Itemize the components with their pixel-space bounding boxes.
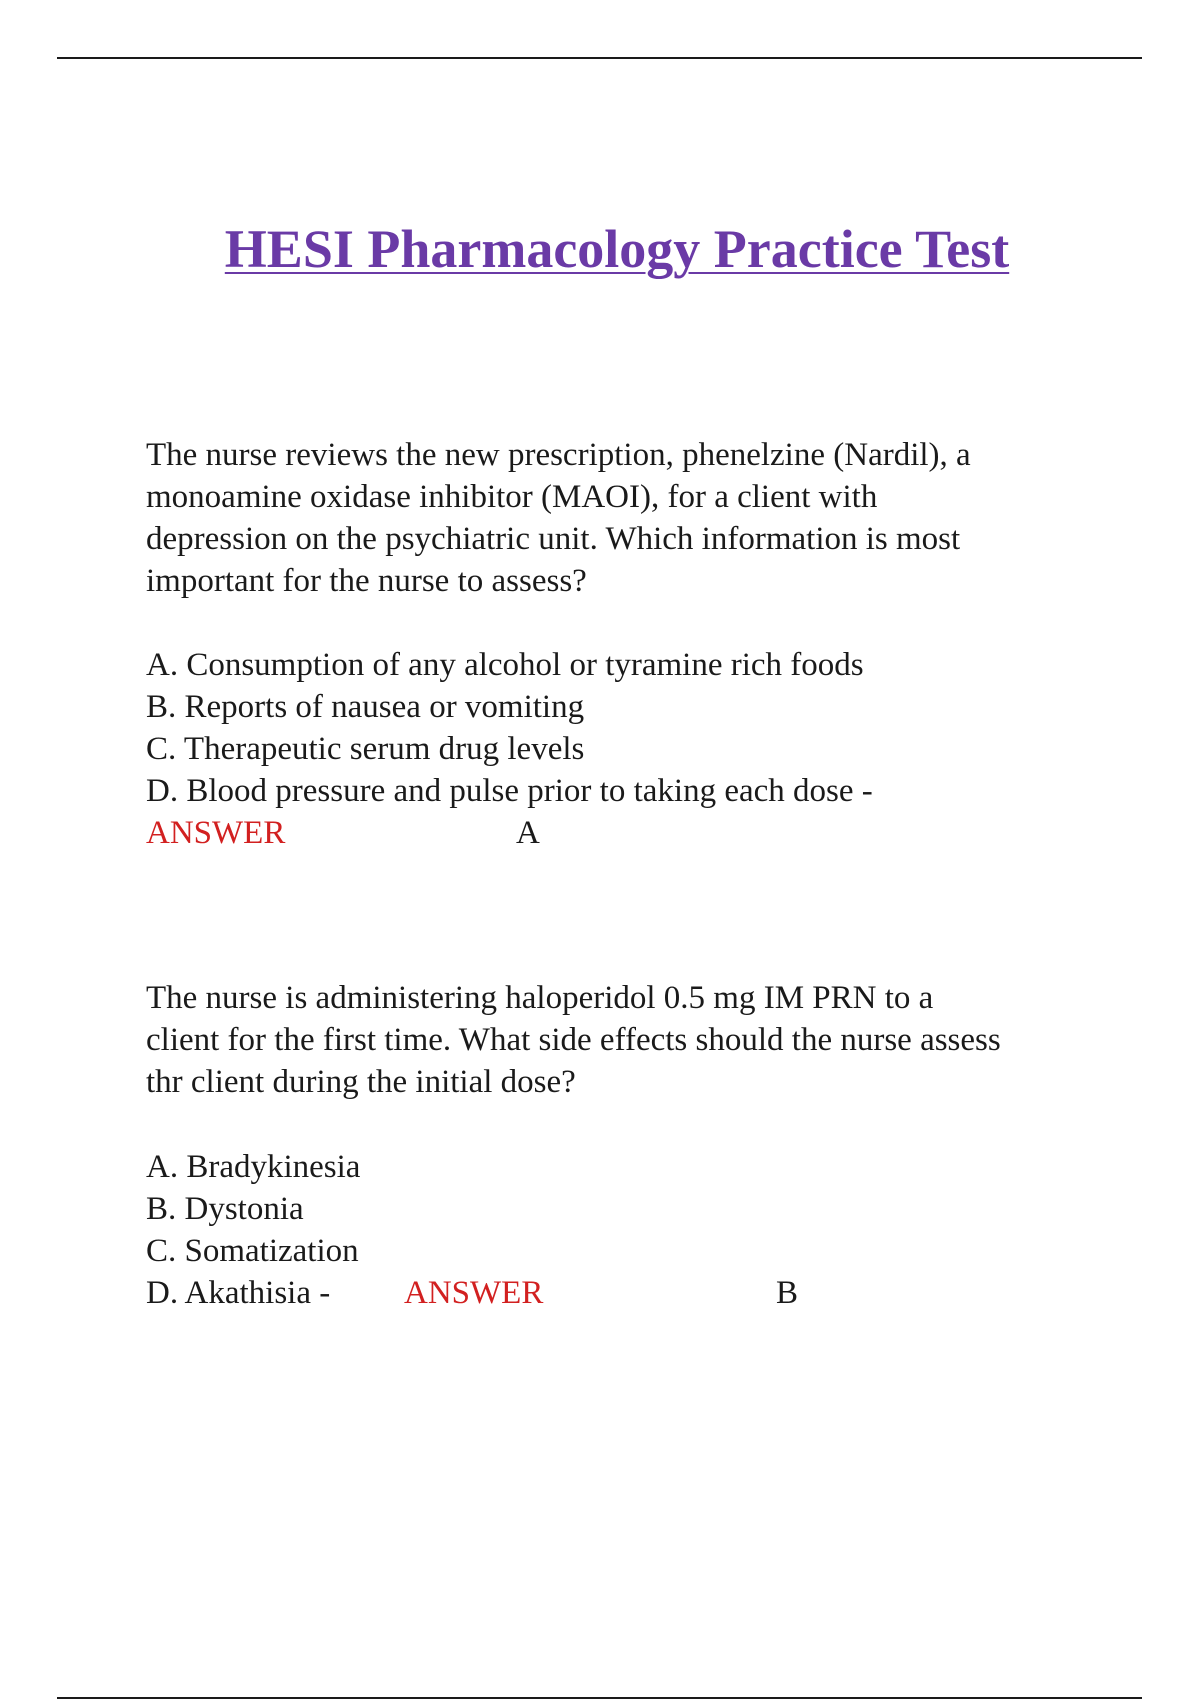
question-2-stem-line: thr client during the initial dose? (146, 1064, 576, 1100)
question-1-option-c: C. Therapeutic serum drug levels (146, 731, 585, 767)
question-1-answer-value: A (516, 815, 540, 851)
question-2-option-c: C. Somatization (146, 1233, 359, 1269)
question-1-option-a: A. Consumption of any alcohol or tyramine rich foods (146, 647, 864, 683)
question-1-stem-line: monoamine oxidase inhibitor (MAOI), for a client with (146, 479, 878, 515)
question-1-option-b: B. Reports of nausea or vomiting (146, 689, 585, 725)
question-1-option-d: D. Blood pressure and pulse prior to taking each dose - (146, 773, 873, 809)
question-2-answer-row (146, 1272, 1106, 1314)
question-2-stem (146, 977, 1106, 1103)
question-2-option-b: B. Dystonia (146, 1191, 304, 1227)
question-2-answer-label: ANSWER (404, 1275, 544, 1311)
question-2-stem-line: The nurse is administering haloperidol 0.5 mg IM PRN to a (146, 980, 934, 1016)
question-2-options (146, 1146, 1106, 1314)
question-1-stem-line: depression on the psychiatric unit. Which information is most (146, 521, 961, 557)
document-title-text: HESI Pharmacology Practice Test (224, 219, 1010, 279)
question-2-answer-value: B (776, 1275, 799, 1311)
question-1-answer-row (146, 812, 1106, 854)
question-1-stem (146, 434, 1106, 602)
top-divider (57, 57, 1142, 59)
question-1-options (146, 644, 1106, 854)
question-2-option-d: D. Akathisia - (146, 1275, 331, 1311)
question-2-stem-line: client for the first time. What side effects should the nurse assess (146, 1022, 1001, 1058)
question-2-option-a: A. Bradykinesia (146, 1149, 361, 1185)
question-1-stem-line: important for the nurse to assess? (146, 563, 587, 599)
document-title (0, 214, 1200, 284)
question-1-answer-label: ANSWER (146, 815, 286, 851)
question-1-stem-line: The nurse reviews the new prescription, phenelzine (Nardil), a (146, 437, 971, 473)
bottom-divider (57, 1697, 1142, 1699)
